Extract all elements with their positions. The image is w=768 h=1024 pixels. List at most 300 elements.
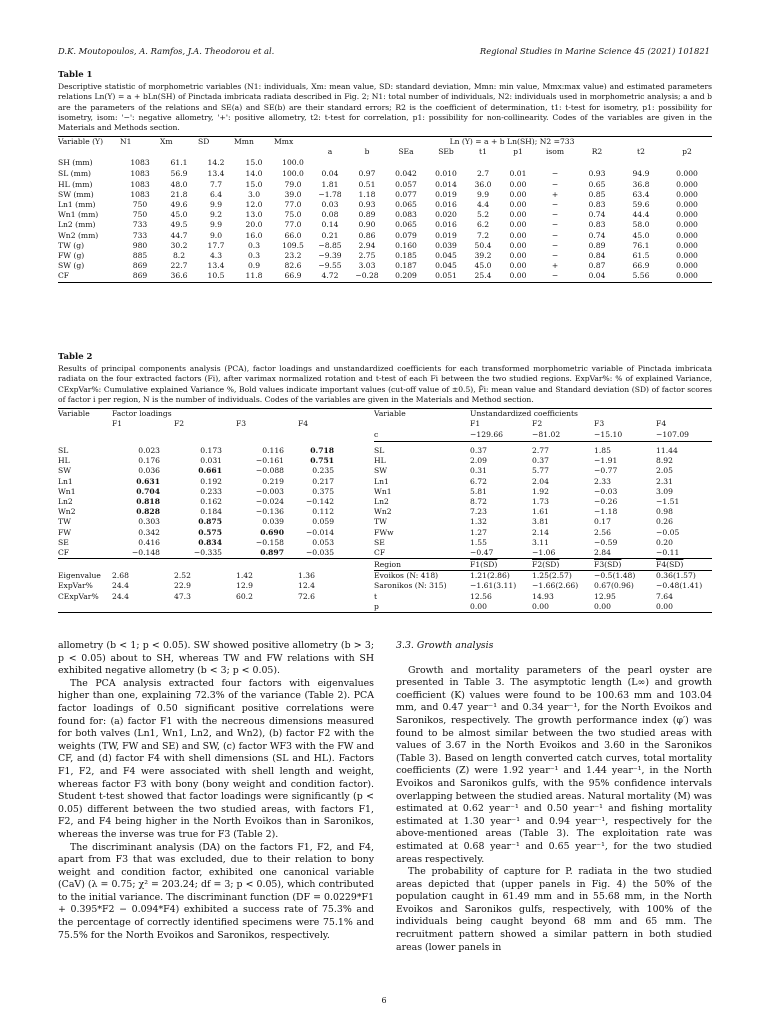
table1-cell: 8.2 (172, 251, 186, 261)
table2-blank-cell (348, 429, 374, 441)
table2-factor-header: F2 (532, 419, 543, 429)
table2-region-header: Region (374, 559, 470, 571)
table2-summary-cell: 0.36(1.57) (656, 571, 696, 581)
table1-cell: 79.0 (284, 179, 302, 189)
table-row (58, 210, 712, 220)
table2-cell: −0.59 (594, 537, 618, 547)
table1-cell: 980 (132, 240, 148, 250)
running-header-journal: Regional Studies in Marine Science 45 (2021) 101821 (479, 46, 710, 56)
table2-cell: 6.72 (470, 476, 487, 486)
table2-summary-cell: 1.36 (298, 570, 315, 580)
table2-cell: −1.91 (594, 456, 618, 466)
table-row (58, 446, 712, 456)
table2-cell: 0.192 (200, 476, 222, 486)
table1-cell: 14.2 (207, 158, 225, 168)
table1-cell: − (551, 210, 559, 220)
table2-cell: −0.03 (594, 486, 618, 496)
table1-cell: Wn1 (mm) (58, 210, 99, 220)
table1-cell: 15.0 (245, 179, 263, 189)
table-row (58, 190, 712, 200)
table1-cell: 2.94 (358, 240, 376, 250)
table2-cell: 2.33 (594, 476, 611, 486)
table1-cell: 0.045 (435, 251, 457, 261)
table1-cell: 48.0 (170, 179, 188, 189)
table2-summary-cell (298, 602, 348, 613)
table2-cell: −0.003 (255, 486, 284, 496)
table1-cell: 750 (132, 200, 148, 210)
table2-gap-cell (348, 507, 374, 517)
table1-cell: 39.0 (284, 189, 302, 199)
table1-cell: 82.6 (284, 261, 302, 271)
table2-cell: 0.31 (470, 466, 487, 476)
table2-cell: 0.661 (198, 466, 222, 476)
table2-gap-cell (348, 446, 374, 456)
table1-cell: 15.0 (245, 158, 263, 168)
table1-cell: 75.0 (284, 210, 302, 220)
table1-cell: −0.28 (348, 271, 386, 282)
table1-cell: 9.2 (209, 210, 223, 220)
table2-cell: 1.73 (532, 496, 549, 506)
table1-cell: 0.97 (358, 169, 376, 179)
table2-summary-cell: −1.66(2.66) (532, 581, 579, 591)
table1-subheader-cell: R2 (591, 147, 603, 157)
table1-cell: 0.9 (247, 261, 261, 271)
table2-cell: −0.088 (255, 466, 284, 476)
table2-summary-cell: 72.6 (298, 591, 315, 601)
table2-gap-cell (348, 517, 374, 527)
table2-cell: 0.575 (198, 527, 222, 537)
table2-cell: c (374, 430, 379, 440)
table2-cell: 1.92 (532, 486, 549, 496)
table1-cell: 0.83 (588, 220, 606, 230)
table2-cell: SW (58, 466, 72, 476)
body-paragraph: The PCA analysis extracted four factors with eigenvalues higher than one, explaining 72.3% of the variance (Table 2). PCA factor loadings of 0.50 significant positive correlations were found for: (a) factor F1 with the necreous dimensions measured for both valves (Ln1, Wn1, Ln2, and Wn2), (b) factor F2 with the weights (TW, FW and SE) and SW, (c) factor WF3 with the FW and CF, and (d) factor F4 with shell dimensions (SL and HL). Factors F1, F2, and F4 were associated with shell length and weight, whereas factor F3 with bony (bony weight and condition factor). Student t-test showed that factor loadings were significantly (p < 0.05) different between the two studied areas, with factors F1, F2, and F4 being higher in the North Evoikos than in Saronikos, whereas the inverse was true for F3 (Table 2). (58, 677, 374, 840)
table2-blank-cell (174, 429, 236, 441)
table2-cell: −0.47 (470, 547, 494, 557)
table2-summary-cell: 12.95 (594, 591, 616, 601)
table1-cell: 0.3 (247, 240, 261, 250)
table1-cell: 0.000 (676, 230, 698, 240)
table2-cell: 2.09 (470, 456, 487, 466)
table1-cell: 733 (132, 230, 148, 240)
table1-cell: 61.5 (632, 251, 650, 261)
body-paragraph: The probability of capture for P. radiata in the two studied areas depicted that (upper panels in Fig. 4) the 50% of the population caught in 61.49 mm and in 55.68 mm, in the North Evoikos and Saronikos gulfs, respectively, with 100% of the individuals being caught beyond 68 mm and 65 mm. The recruitment pattern showed a similar pattern in both studied areas (lower panels in (396, 866, 712, 953)
table2-gap-cell (348, 548, 374, 559)
table1-cell: − (551, 200, 559, 210)
table-row (58, 517, 712, 527)
table-row (58, 466, 712, 476)
table-row (58, 477, 712, 487)
table1-cell: 11.8 (234, 271, 274, 282)
table2-cell: −0.161 (255, 456, 284, 466)
table1-cell: 0.84 (588, 251, 606, 261)
table-row (58, 602, 712, 613)
table2-cell: Wn2 (374, 507, 392, 517)
table1-header-cell: Xm (160, 137, 198, 148)
table1-cell: 109.5 (282, 240, 304, 250)
table1-cell (426, 157, 466, 169)
table1-cell: − (551, 220, 559, 230)
table1-cell: 66.9 (632, 261, 650, 271)
table2-cell: 0.303 (138, 517, 160, 527)
table1-cell: 0.020 (435, 210, 457, 220)
table1-header-blank (198, 147, 234, 157)
table2-cell: −0.024 (255, 496, 284, 506)
table1-cell: 0.000 (676, 220, 698, 230)
table2-cell: SL (58, 445, 69, 455)
table1-cell: 869 (120, 271, 160, 282)
table2-blank-cell (298, 559, 348, 571)
table1-cell: 0.045 (435, 261, 457, 271)
table2-cell: 0.162 (200, 496, 222, 506)
table2-cell: −0.11 (656, 547, 680, 557)
table1-cell: 0.016 (435, 200, 457, 210)
table1-cell: 0.019 (435, 230, 457, 240)
table2-header-gap (348, 409, 374, 420)
table2-cell: 0.98 (656, 507, 673, 517)
table2-cell: SW (374, 466, 388, 476)
table2-gap-cell (348, 466, 374, 476)
table2-blank-cell (58, 429, 112, 441)
table2-cell: Ln1 (58, 476, 73, 486)
table1-cell: 0.08 (321, 210, 339, 220)
table1-cell: 0.21 (321, 230, 339, 240)
table1-cell: 9.9 (476, 189, 490, 199)
table1-cell: 9.9 (209, 220, 223, 230)
table-row (58, 220, 712, 230)
table2-cell: HL (374, 456, 386, 466)
table1-cell: 0.019 (435, 189, 457, 199)
table2-cell: Ln2 (374, 496, 389, 506)
table2-factor-header: F1 (470, 419, 481, 429)
table1-cell: 49.5 (170, 220, 188, 230)
table1-cell: CF (58, 271, 120, 282)
table2-cell: 0.875 (198, 517, 222, 527)
table1-cell: 44.4 (632, 210, 650, 220)
table2-summary-cell: 60.2 (236, 591, 253, 601)
table1-header-cell: Mmx (274, 137, 312, 148)
table1-cell: 6.4 (209, 189, 223, 199)
table2-cell: 8.72 (470, 496, 487, 506)
table1-cell: 885 (132, 251, 148, 261)
table2-cell: −0.035 (305, 547, 335, 557)
table1-subheader-cell: t1 (479, 147, 487, 157)
table2-cell: −1.06 (532, 547, 556, 557)
table1-cell: SH (mm) (58, 158, 93, 168)
table-row (58, 231, 712, 241)
table2-gap-cell (348, 581, 374, 591)
table1-cell: 0.87 (588, 261, 606, 271)
table1-header-blank (160, 147, 198, 157)
table1-header-cell: Variable (Y) (58, 137, 120, 148)
table2-cell: 5.81 (470, 486, 487, 496)
table2-summary-cell: 12.4 (298, 581, 315, 591)
table-row (58, 157, 712, 169)
table-row (58, 581, 712, 591)
table1-cell: 13.0 (245, 210, 263, 220)
table1-cell: 22.7 (170, 261, 188, 271)
table1-cell: − (536, 271, 574, 282)
table2-header-variable: Variable (58, 409, 112, 420)
table1-header-cell: SD (198, 137, 234, 148)
table2-cell: −0.77 (594, 466, 618, 476)
table1-cell: 5.2 (476, 210, 490, 220)
table1-cell: 0.00 (509, 210, 527, 220)
table1-cell: SW (mm) (58, 189, 94, 199)
table1-subheader-cell: p1 (513, 147, 523, 157)
table1-cell: 0.042 (395, 169, 417, 179)
table2-summary-cell: Saronikos (N: 315) (374, 581, 447, 591)
table1-header-blank (120, 147, 160, 157)
table1-cell (348, 157, 386, 169)
table1-cell: 61.1 (170, 158, 188, 168)
table1-cell: 4.72 (312, 271, 348, 282)
table1-cell: 66.9 (274, 271, 312, 282)
table1-cell: 750 (132, 210, 148, 220)
table2-cell: 8.92 (656, 456, 673, 466)
table2-cell: 0.751 (310, 456, 335, 466)
table1-cell (662, 157, 712, 169)
table1-cell: 63.4 (632, 189, 650, 199)
table1-cell: FW (g) (58, 251, 85, 261)
table1-cell: 23.2 (284, 251, 302, 261)
table1-cell: 44.7 (170, 230, 188, 240)
table1-cell: 0.00 (509, 220, 527, 230)
table2-summary-cell (174, 602, 236, 613)
table2-cell: 1.32 (470, 517, 487, 527)
table2-factor-header: F4 (656, 419, 667, 429)
table2-cell: −0.014 (305, 527, 335, 537)
body-column-right (396, 640, 712, 954)
table2-cell: 0.416 (138, 537, 160, 547)
table1-subheader-cell: t2 (637, 147, 645, 157)
table2-cell: CF (58, 547, 70, 557)
table1-cell: 0.51 (358, 179, 376, 189)
table1-cell: 7.2 (476, 230, 490, 240)
table2-blank-cell (112, 429, 174, 441)
table1-cell: 0.83 (588, 200, 606, 210)
table1-cell: TW (g) (58, 240, 85, 250)
table1-cell: 0.90 (358, 220, 376, 230)
table1-cell: 49.6 (170, 200, 188, 210)
table1-caption: Descriptive statistic of morphometric variables (N1: individuals, Xm: mean value, SD: standard deviation, Mmn: min value, Mmx:max value) and estimated parameters relations Ln(Y) = a + bLn(SH) of Pinctada imbricata radiata described in Fig. 2; N1: total number of individuals, N2: individuals used in morphometric analysis; a and b are the parameters of the relations and SE(a) and SE(b) are their standard errors; R2 is the coefficient of determination, t1: t-test for isometry, p1: possibility for isometry, isom: '−': negative allometry, '+': positive allometry, t2: t-test for correlation, p1: possibility for non-collinearity. Codes of the variables are given in the Materials and Methods section. (58, 82, 712, 133)
table1-subheader-cell: b (364, 147, 370, 157)
table2-cell: 2.77 (532, 445, 549, 455)
table1-cell: 25.4 (466, 271, 500, 282)
table2-summary-cell: −0.5(1.48) (594, 571, 636, 581)
table2-cell: 5.77 (532, 466, 549, 476)
table1-cell: 0.185 (395, 251, 417, 261)
table1-cell: 2.7 (476, 169, 490, 179)
body-column-left (58, 640, 374, 942)
table1-subheader-cell: p2 (682, 147, 692, 157)
table2-summary-cell: CExpVar% (58, 591, 99, 601)
table2-blank-cell (112, 559, 174, 571)
table2 (58, 408, 712, 613)
table1-cell: + (551, 189, 559, 199)
table1-cell: 0.209 (386, 271, 426, 282)
table-row (58, 456, 712, 466)
table1-cell: 0.051 (426, 271, 466, 282)
table1-cell: 45.0 (474, 261, 492, 271)
table1-cell: 1083 (130, 169, 150, 179)
table1-subheader-cell: isom (545, 147, 565, 157)
table2-header-loadings: Factor loadings (112, 409, 348, 420)
table2-summary-cell: 2.52 (174, 570, 191, 580)
table2-cell: 1.27 (470, 527, 487, 537)
table2-summary-cell: 1.42 (236, 570, 253, 580)
table1-cell: −8.85 (318, 240, 342, 250)
table1-cell: + (551, 261, 559, 271)
table2-summary-cell: 22.9 (174, 581, 191, 591)
table1-cell: 94.9 (632, 169, 650, 179)
table2-factor-header: F1 (112, 419, 123, 429)
table-row (58, 261, 712, 271)
table1-cell: 3.0 (247, 189, 261, 199)
table1-cell: 0.93 (588, 169, 606, 179)
table2-header-blank (374, 419, 470, 429)
table-row (58, 571, 712, 582)
table2-cell: Ln1 (374, 476, 389, 486)
table1-title: Table 1 (58, 70, 93, 80)
table1-cell: 0.01 (509, 169, 527, 179)
table1-cell: 30.2 (170, 240, 188, 250)
table2-cell: 0.184 (200, 507, 222, 517)
table2-cell: 0.690 (260, 527, 284, 537)
table1-cell: 21.8 (170, 189, 188, 199)
table2-cell: 0.718 (310, 445, 335, 455)
table-row (58, 271, 712, 282)
table2-region-header: F1(SD) (470, 559, 532, 571)
table1-cell: 1083 (130, 158, 150, 168)
table2-summary-cell: 12.9 (236, 581, 253, 591)
body-paragraph: allometry (b < 1; p < 0.05). SW showed positive allometry (b > 3; p < 0.05) about to SH, whereas TW and FW relations with SH exhibited negative allometry (b < 3; p < 0.05). (58, 640, 374, 677)
table1-cell: 0.89 (588, 240, 606, 250)
table1-cell: −9.39 (318, 251, 342, 261)
table-row (58, 507, 712, 517)
table2-summary-cell: 0.00 (470, 602, 532, 613)
table1-cell: 0.14 (321, 220, 339, 230)
table1-cell: 0.74 (588, 210, 606, 220)
table2-cell: HL (58, 456, 70, 466)
table1-cell: 13.4 (207, 169, 225, 179)
table2-cell: −0.158 (255, 537, 284, 547)
table2-cell: 2.14 (532, 527, 549, 537)
table1-cell: 0.93 (358, 200, 376, 210)
body-paragraph: Growth and mortality parameters of the pearl oyster are presented in Table 3. The asymptotic length (L∞) and growth coefficient (K) values were found to be 100.63 mm and 103.04 mm, and 0.47 year⁻¹ and 0.34 year⁻¹, for the North Evoikos and Saronikos, respectively. The growth performance index (φ′) was found to be almost similar between the two studied areas with values of 3.67 in the North Evoikos and 3.60 in the Saronikos (Table 3). Based on length converted catch curves, total mortality coefficients (Z) were 1.92 year⁻¹ and 1.44 year⁻¹, in the North Evoikos and Saronikos gulfs, with the 95% confidence intervals overlapping between the studied areas. Natural mortality (M) was estimated at 0.62 year⁻¹ and 0.50 year⁻¹ and fishing mortality estimated at 1.30 year⁻¹ and 0.94 year⁻¹, respectively for the above-mentioned areas (Table 3). The exploitation rate was estimated at 0.68 year⁻¹ and 0.65 year⁻¹, for the two studied areas respectively. (396, 664, 712, 865)
body-paragraph: The discriminant analysis (DA) on the factors F1, F2, and F4, apart from F3 that was excluded, due to their relation to bony weight and condition factor, exhibited one canonical variable (CaV) (λ = 0.75; χ² = 203.24; df = 3; p < 0.05), which contributed to the initial variance. The discriminant function (DF = 0.0229*F1 + 0.395*F2 − 0.094*F4) exhibited a success rate of 75.3% and the percentage of correctly identified specimens were 75.1% and 75.5% for the North Evoikos and Saronikos, respectively. (58, 841, 374, 941)
table1-cell: − (551, 230, 559, 240)
table2-cell: 0.17 (594, 517, 611, 527)
table2-header-gap (348, 419, 374, 429)
table2-gap-cell (348, 528, 374, 538)
table1-cell: SL (mm) (58, 169, 91, 179)
table1-cell: 0.00 (500, 271, 536, 282)
table2-cell: 0.631 (136, 476, 160, 486)
table1-cell: 0.010 (435, 169, 457, 179)
table2-summary-cell: 14.93 (532, 591, 554, 601)
table2-cell: 11.44 (656, 445, 678, 455)
table1-cell: Ln1 (mm) (58, 200, 96, 210)
table2-summary-cell: 0.00 (656, 602, 712, 613)
table2-summary-cell: 24.4 (112, 581, 129, 591)
table1-cell: 0.00 (509, 240, 527, 250)
table1-cell: −1.78 (318, 189, 342, 199)
table2-cell: 0.116 (262, 445, 284, 455)
table2-cell: −0.136 (255, 507, 284, 517)
table2-factor-header: F3 (236, 419, 247, 429)
table1-subheader-cell: a (327, 147, 333, 157)
table2-cell: TW (58, 517, 71, 527)
table1-cell: 0.016 (435, 220, 457, 230)
table1-header-cell: Ln (Y) = a + b Ln(SH); N2 =733 (312, 137, 712, 148)
table2-cell: 2.05 (656, 466, 673, 476)
table2-cell: 0.233 (200, 486, 222, 496)
table1-cell: 9.9 (209, 200, 223, 210)
table2-cell: CF (374, 547, 386, 557)
table1-cell: 66.0 (284, 230, 302, 240)
table1-cell: 45.0 (632, 230, 650, 240)
table1-cell: 0.000 (676, 179, 698, 189)
table1-cell: 45.0 (170, 210, 188, 220)
table2-summary-cell: 1.25(2.57) (532, 571, 572, 581)
table1-cell: 4.3 (209, 251, 223, 261)
table1-cell: 0.000 (676, 210, 698, 220)
table2-cell: −0.148 (131, 547, 160, 557)
table2-region-header: F4(SD) (656, 559, 712, 571)
table2-cell: 3.81 (532, 517, 549, 527)
table2-cell: 0.053 (312, 537, 335, 547)
table1-header-cell: Mmn (234, 137, 274, 148)
table1-cell: − (551, 169, 559, 179)
table2-header-coefficients: Unstandardized coefficients (470, 409, 712, 420)
table2-cell: 3.11 (532, 537, 549, 547)
table2-cell: 0.036 (138, 466, 160, 476)
table2-cell: 0.235 (312, 466, 335, 476)
running-header-authors: D.K. Moutopoulos, A. Ramfos, J.A. Theodorou et al. (58, 46, 275, 56)
table2-summary-cell (112, 602, 174, 613)
table1-header-blank (234, 147, 274, 157)
table2-cell: 2.31 (656, 476, 673, 486)
table2-cell: 0.834 (198, 537, 222, 547)
table1-cell: 10.5 (198, 271, 234, 282)
table1-cell: 0.187 (395, 261, 417, 271)
table1-cell: 50.4 (474, 240, 492, 250)
table1-cell: 1.18 (358, 189, 376, 199)
table2-cell: −1.18 (594, 507, 618, 517)
table2-summary-cell: Eigenvalue (58, 570, 101, 580)
table2-cell: 2.56 (594, 527, 611, 537)
table2-factor-header: F4 (298, 419, 309, 429)
table2-cell: −81.02 (532, 430, 561, 440)
table2-cell: −129.66 (470, 430, 503, 440)
table1-cell: 6.2 (476, 220, 490, 230)
table1-cell: 0.00 (509, 200, 527, 210)
table1-cell: − (551, 240, 559, 250)
table2-cell: 0.375 (312, 486, 335, 496)
table1-cell (536, 157, 574, 169)
table1-cell: − (551, 179, 559, 189)
table2-cell: 0.37 (532, 456, 549, 466)
table2-summary-cell: 1.21(2.86) (470, 571, 510, 581)
table-row (58, 538, 712, 548)
table2-cell: 0.897 (260, 547, 284, 557)
table1-header-blank (274, 147, 312, 157)
table1-cell: 39.2 (474, 251, 492, 261)
table2-cell: 0.176 (138, 456, 160, 466)
table2-cell: SE (58, 537, 69, 547)
table1-cell: 13.4 (207, 261, 225, 271)
